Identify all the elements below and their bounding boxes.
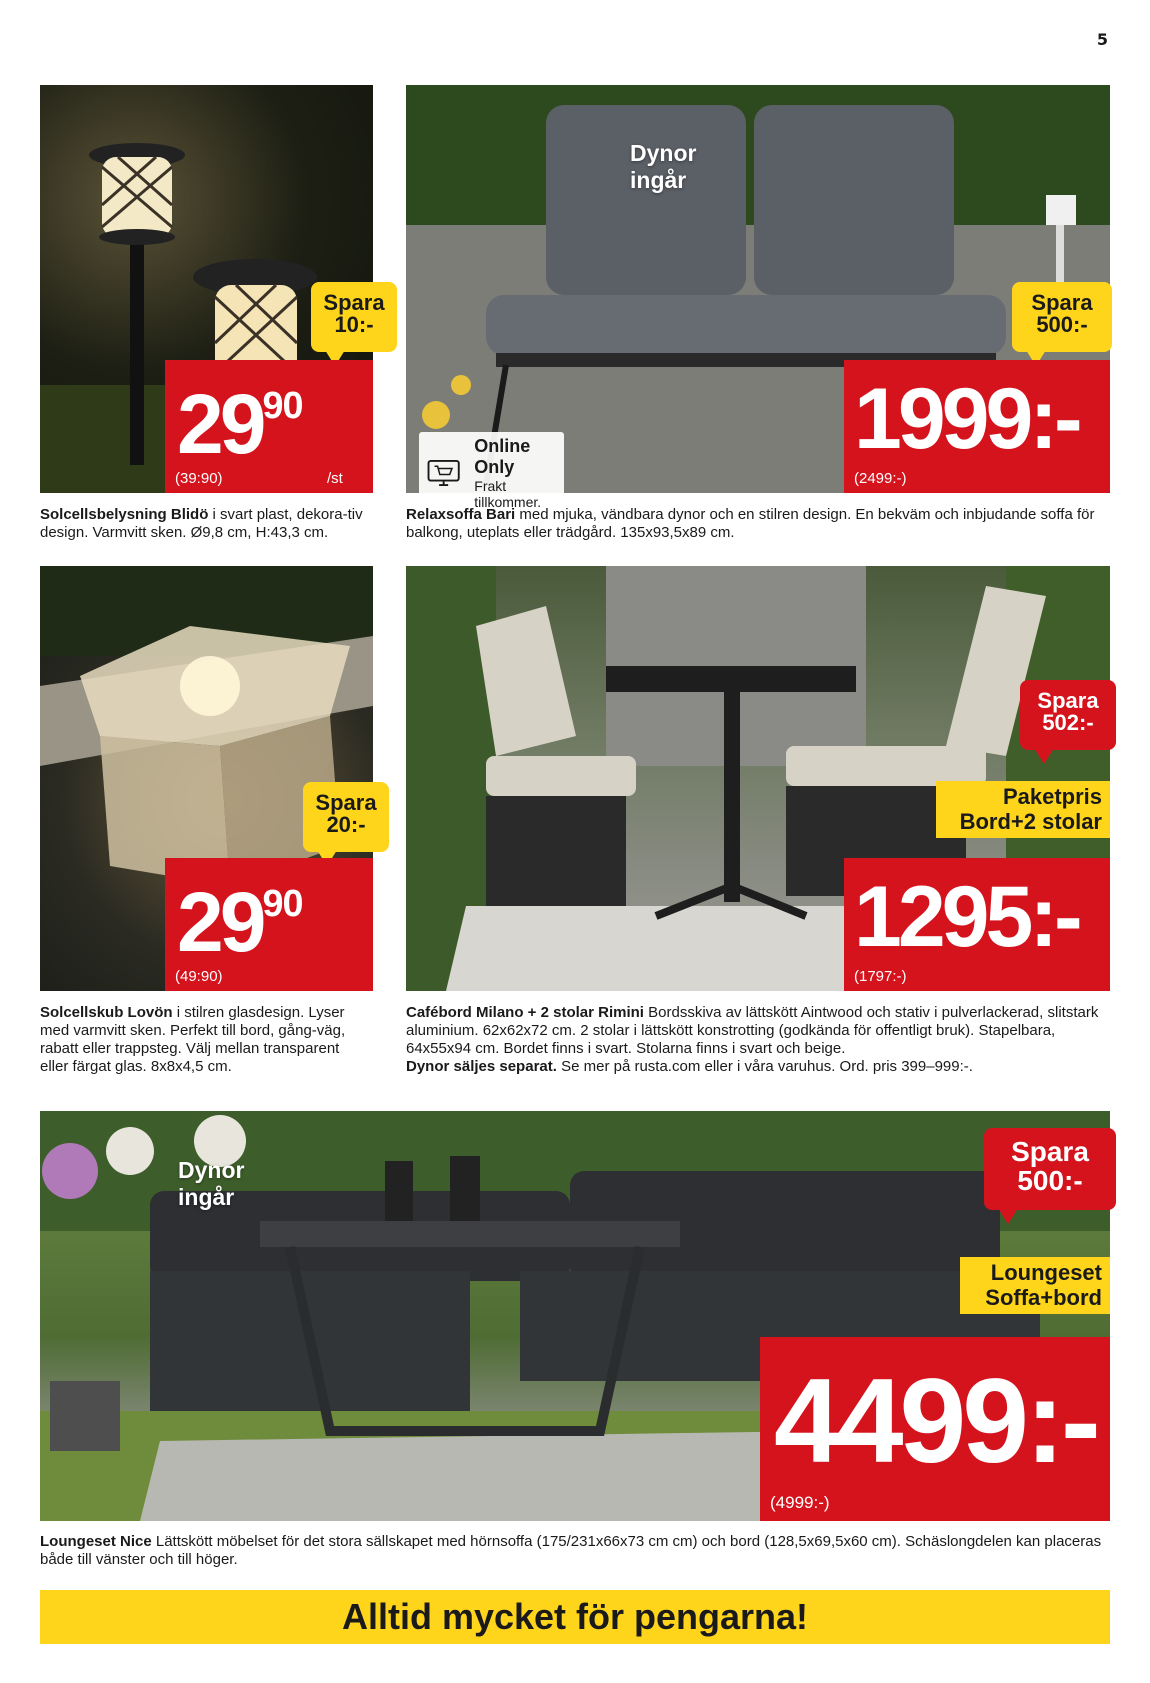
price-tag — [844, 360, 1110, 493]
price-main: 1999:- — [854, 371, 1079, 467]
price-whole: 29 — [177, 377, 263, 471]
online-only-title: Online Only — [474, 436, 531, 477]
save-bubble: Spara 502:- — [1020, 680, 1116, 750]
price-tag — [165, 858, 373, 991]
cushion-note: Dynor säljes separat. — [406, 1058, 557, 1075]
lounge-description — [40, 1533, 1110, 1569]
save-bubble: Spara 500:- — [1012, 282, 1112, 352]
package-label — [936, 781, 1110, 838]
save-bubble: Spara 20:- — [303, 782, 389, 852]
product-text: i stilren glasdesign. Lyser med varmvitt sken. Perfekt till bord, gång-väg, rabatt eller trappsteg. Välj mellan transparent eller färgat glas. 8x8x4,5 cm. — [40, 1004, 346, 1075]
product-text: med mjuka, vändbara dynor och en stilren design. En bekväm och inbjudande soffa för balkong, uteplats eller trädgård. 135x93,5x89 cm. — [406, 506, 1095, 541]
set-label-line2: Soffa+bord — [985, 1285, 1102, 1311]
price-whole: 29 — [177, 875, 263, 969]
product-text: Bordsskiva av lättskött Aintwood och stativ i pulverlackerad, slitstark aluminium. 62x62x72 cm. 2 stolar i lättskött konstrotting (godkända för offentligt bruk). Stapelbara, 64x55x94 cm. Bordet finns i svart. Stolarna finns i svart och beige. — [406, 1004, 1099, 1057]
old-price: (39:90) — [175, 470, 223, 487]
product-name: Cafébord Milano + 2 stolar Rimini — [406, 1004, 644, 1021]
product-name: Relaxsoffa Bari — [406, 506, 516, 523]
slogan-banner: Alltid mycket för pengarna! — [40, 1590, 1110, 1644]
price-tag — [844, 858, 1110, 991]
sofa-description — [406, 506, 1110, 542]
price-unit: /st — [327, 470, 343, 487]
old-price: (2499:-) — [854, 470, 907, 487]
price-main: 4499:- — [774, 1354, 1097, 1488]
price-cents: 90 — [262, 883, 303, 925]
set-label-line1: Loungeset — [990, 1260, 1102, 1285]
price-main — [177, 875, 303, 969]
cafe-description — [406, 1004, 1110, 1076]
cushions-included-label: Dynor ingår — [630, 140, 697, 193]
product-name: Loungeset Nice — [40, 1533, 152, 1550]
price-main: 1295:- — [854, 869, 1079, 965]
product-name: Solcellsbelysning Blidö — [40, 506, 209, 523]
package-label-line2: Bord+2 stolar — [959, 809, 1102, 835]
price-main — [177, 377, 303, 471]
product-text: Lättskött möbelset för det stora sällskapet med hörnsoffa (175/231x66x73 cm cm) och bord (128,5x69,5x60 cm). Schäslongdelen kan placeras både till vänster och till höger. — [40, 1533, 1102, 1568]
save-bubble: Spara 10:- — [311, 282, 397, 352]
set-label — [960, 1257, 1110, 1314]
monitor-cart-icon — [427, 455, 460, 491]
package-label-line1: Paketpris — [1002, 784, 1102, 809]
shipping-note: Frakt tillkommer. — [474, 478, 542, 510]
save-bubble: Spara 500:- — [984, 1128, 1116, 1210]
price-tag — [165, 360, 373, 493]
product-note: Se mer på rusta.com eller i våra varuhus. Ord. pris 399–999:-. — [556, 1058, 973, 1075]
price-tag — [760, 1337, 1110, 1521]
old-price: (4999:-) — [770, 1493, 830, 1512]
lamp-description — [40, 506, 370, 542]
cushions-included-label: Dynor ingår — [178, 1157, 245, 1210]
cube-description — [40, 1004, 370, 1076]
old-price: (1797:-) — [854, 968, 907, 985]
online-only-badge — [419, 432, 564, 514]
old-price: (49:90) — [175, 968, 223, 985]
page-number: 5 — [1096, 30, 1108, 49]
product-text: i svart plast, dekora-tiv design. Varmvitt sken. Ø9,8 cm, H:43,3 cm. — [40, 506, 363, 541]
product-name: Solcellskub Lovön — [40, 1004, 173, 1021]
price-cents: 90 — [262, 385, 303, 427]
